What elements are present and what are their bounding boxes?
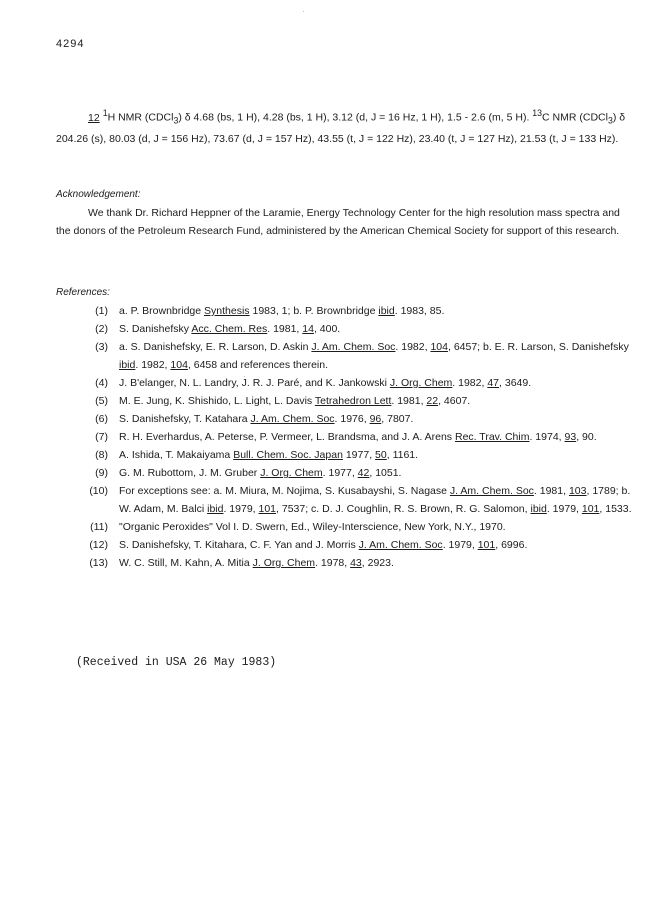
reference-citation: 93 — [564, 431, 577, 443]
reference-citation: J. Am. Chem. Soc — [250, 413, 335, 425]
reference-text: . 1979, — [442, 539, 478, 551]
reference-text: , 6458 and references therein. — [187, 359, 329, 371]
reference-text: J. B'elanger, N. L. Landry, J. R. J. Paré, and K. Jankowski — [119, 377, 390, 389]
reference-citation: ibid — [119, 359, 136, 371]
reference-text: a. S. Danishefsky, E. R. Larson, D. Askin — [119, 341, 312, 353]
reference-item — [56, 446, 636, 464]
nmr-footnote — [56, 104, 636, 148]
reference-number: (8) — [95, 449, 108, 461]
reference-citation: ibid — [207, 503, 224, 515]
reference-citation: 43 — [350, 557, 362, 569]
reference-text: 1983, 1; b. P. Brownbridge — [249, 305, 379, 317]
reference-citation: 14 — [302, 323, 314, 335]
reference-text: W. C. Still, M. Kahn, A. Mitia — [119, 557, 253, 569]
reference-citation: 22 — [426, 395, 439, 407]
reference-citation: 50 — [375, 449, 387, 461]
reference-number: (10) — [89, 485, 108, 497]
reference-item — [56, 554, 636, 572]
reference-item — [56, 374, 636, 392]
reference-citation: 101 — [258, 503, 277, 515]
reference-text: , 1533. — [599, 503, 632, 515]
reference-number: (2) — [95, 323, 108, 335]
reference-number: (6) — [95, 413, 108, 425]
reference-text: . 1981, — [267, 323, 303, 335]
reference-item — [56, 392, 636, 410]
page-number: 4294 — [56, 38, 85, 50]
reference-text: 1977, — [342, 449, 376, 461]
reference-text: . 1979, — [223, 503, 259, 515]
reference-text: . 1982, — [135, 359, 171, 371]
reference-text: S. Danishefsky, T. Kitahara, C. F. Yan and J. Morris — [119, 539, 359, 551]
c-nmr-subscript: 3 — [607, 115, 613, 126]
reference-number: (11) — [90, 521, 108, 533]
reference-text: G. M. Rubottom, J. M. Gruber — [119, 467, 261, 479]
reference-text: , 6457; b. E. R. Larson, S. Danishefsky — [447, 341, 629, 353]
reference-citation: 96 — [369, 413, 382, 425]
reference-item — [56, 320, 636, 338]
references-list — [56, 302, 636, 572]
reference-text: . 1978, — [315, 557, 351, 569]
reference-text: S. Danishefsky — [119, 323, 192, 335]
reference-text: , 400. — [313, 323, 341, 335]
h-nmr-nucleus: 1 — [102, 108, 108, 118]
reference-citation: Synthesis — [204, 305, 250, 317]
reference-text: , 6996. — [495, 539, 528, 551]
reference-text: , 1161. — [386, 449, 419, 461]
reference-item — [56, 536, 636, 554]
reference-citation: 104 — [170, 359, 188, 371]
reference-text: . 1976, — [334, 413, 370, 425]
reference-citation: Tetrahedron Lett — [314, 395, 392, 407]
reference-item — [56, 464, 636, 482]
references-heading: References: — [56, 287, 110, 298]
c-nmr-data: ) δ 204.26 (s), 80.03 (d, J = 156 Hz), 73.67 (d, J = 157 Hz), 43.55 (t, J = 122 Hz), 23.40 (t, J = 127 Hz), 21.53 (t, J = 133 Hz). — [56, 111, 626, 145]
reference-text: . 1983, 85. — [394, 305, 445, 317]
reference-citation: 47 — [487, 377, 500, 389]
reference-citation: 103 — [568, 485, 587, 497]
scan-speck — [303, 11, 304, 12]
reference-text: . 1977, — [322, 467, 358, 479]
c-nmr-nucleus: 13 — [532, 108, 543, 118]
h-nmr-data: ) δ 4.68 (bs, 1 H), 4.28 (bs, 1 H), 3.12 (d, J = 16 Hz, 1 H), 1.5 - 2.6 (m, 5 H). — [178, 111, 530, 124]
reference-number: (4) — [95, 377, 108, 389]
reference-number: (3) — [95, 341, 108, 353]
reference-text: A. Ishida, T. Makaiyama — [119, 449, 234, 461]
reference-number: (7) — [95, 431, 108, 443]
reference-text: For exceptions see: a. M. Miura, M. Nojima, S. Kusabayshi, S. Nagase — [119, 485, 450, 497]
acknowledgement-heading: Acknowledgement: — [56, 189, 141, 200]
reference-text: . 1981, — [391, 395, 427, 407]
reference-number: (1) — [95, 305, 108, 317]
reference-citation: 101 — [581, 503, 600, 515]
reference-text: , 1051. — [369, 467, 402, 479]
scan-speck — [244, 376, 245, 377]
footnote-number: 12 — [88, 111, 100, 124]
reference-text: "Organic Peroxides" Vol I. D. Swern, Ed., Wiley-Interscience, New York, N.Y., 1970. — [119, 521, 506, 533]
reference-item — [56, 302, 636, 320]
reference-text: , 2923. — [361, 557, 394, 569]
h-nmr-subscript: 3 — [173, 115, 179, 126]
reference-item — [56, 518, 636, 536]
reference-text: . 1974, — [529, 431, 565, 443]
reference-text: , 3649. — [499, 377, 532, 389]
reference-item — [56, 338, 636, 374]
reference-text: , 4607. — [438, 395, 471, 407]
reference-item — [56, 482, 636, 518]
reference-text: , 90. — [576, 431, 597, 443]
reference-citation: J. Am. Chem. Soc — [358, 539, 443, 551]
reference-citation: Acc. Chem. Res — [191, 323, 268, 335]
reference-text: M. E. Jung, K. Shishido, L. Light, L. Davis — [119, 395, 315, 407]
reference-text: . 1982, — [395, 341, 431, 353]
reference-text: , 1789; b. W. Adam, M. Balci — [119, 485, 631, 515]
reference-item — [56, 410, 636, 428]
reference-number: (12) — [89, 539, 108, 551]
reference-text: S. Danishefsky, T. Katahara — [119, 413, 251, 425]
reference-text: , 7807. — [381, 413, 414, 425]
reference-item — [56, 428, 636, 446]
c-nmr-prefix: C NMR (CDCl — [542, 111, 608, 124]
received-date: (Received in USA 26 May 1983) — [76, 656, 277, 669]
reference-text: R. H. Everhardus, A. Peterse, P. Vermeer, L. Brandsma, and J. A. Arens — [119, 431, 455, 443]
reference-number: (9) — [95, 467, 108, 479]
reference-citation: 101 — [477, 539, 496, 551]
reference-number: (13) — [89, 557, 108, 569]
reference-citation: 42 — [357, 467, 370, 479]
reference-citation: ibid — [530, 503, 547, 515]
reference-number: (5) — [95, 395, 108, 407]
reference-text: . 1979, — [546, 503, 582, 515]
reference-citation: J. Org. Chem — [260, 467, 323, 479]
reference-citation: ibid — [378, 305, 395, 317]
h-nmr-prefix: H NMR (CDCl — [107, 111, 174, 124]
reference-citation: J. Org. Chem — [389, 377, 453, 389]
reference-citation: 104 — [430, 341, 448, 353]
reference-citation: Bull. Chem. Soc. Japan — [233, 449, 343, 461]
reference-citation: Rec. Trav. Chim — [454, 431, 530, 443]
reference-citation: J. Am. Chem. Soc — [311, 341, 396, 353]
reference-text: . 1981, — [533, 485, 569, 497]
reference-text: . 1982, — [452, 377, 488, 389]
acknowledgement-text: We thank Dr. Richard Heppner of the Laramie, Energy Technology Center for the high resolution mass spectra and the donors of the Petroleum Research Fund, administered by the American Chemical Society for support of this research. — [56, 207, 620, 237]
reference-text: , 7537; c. D. J. Coughlin, R. S. Brown, R. G. Salomon, — [276, 503, 531, 515]
reference-citation: J. Am. Chem. Soc — [449, 485, 534, 497]
reference-text: a. P. Brownbridge — [119, 305, 205, 317]
reference-citation: J. Org. Chem — [252, 557, 316, 569]
